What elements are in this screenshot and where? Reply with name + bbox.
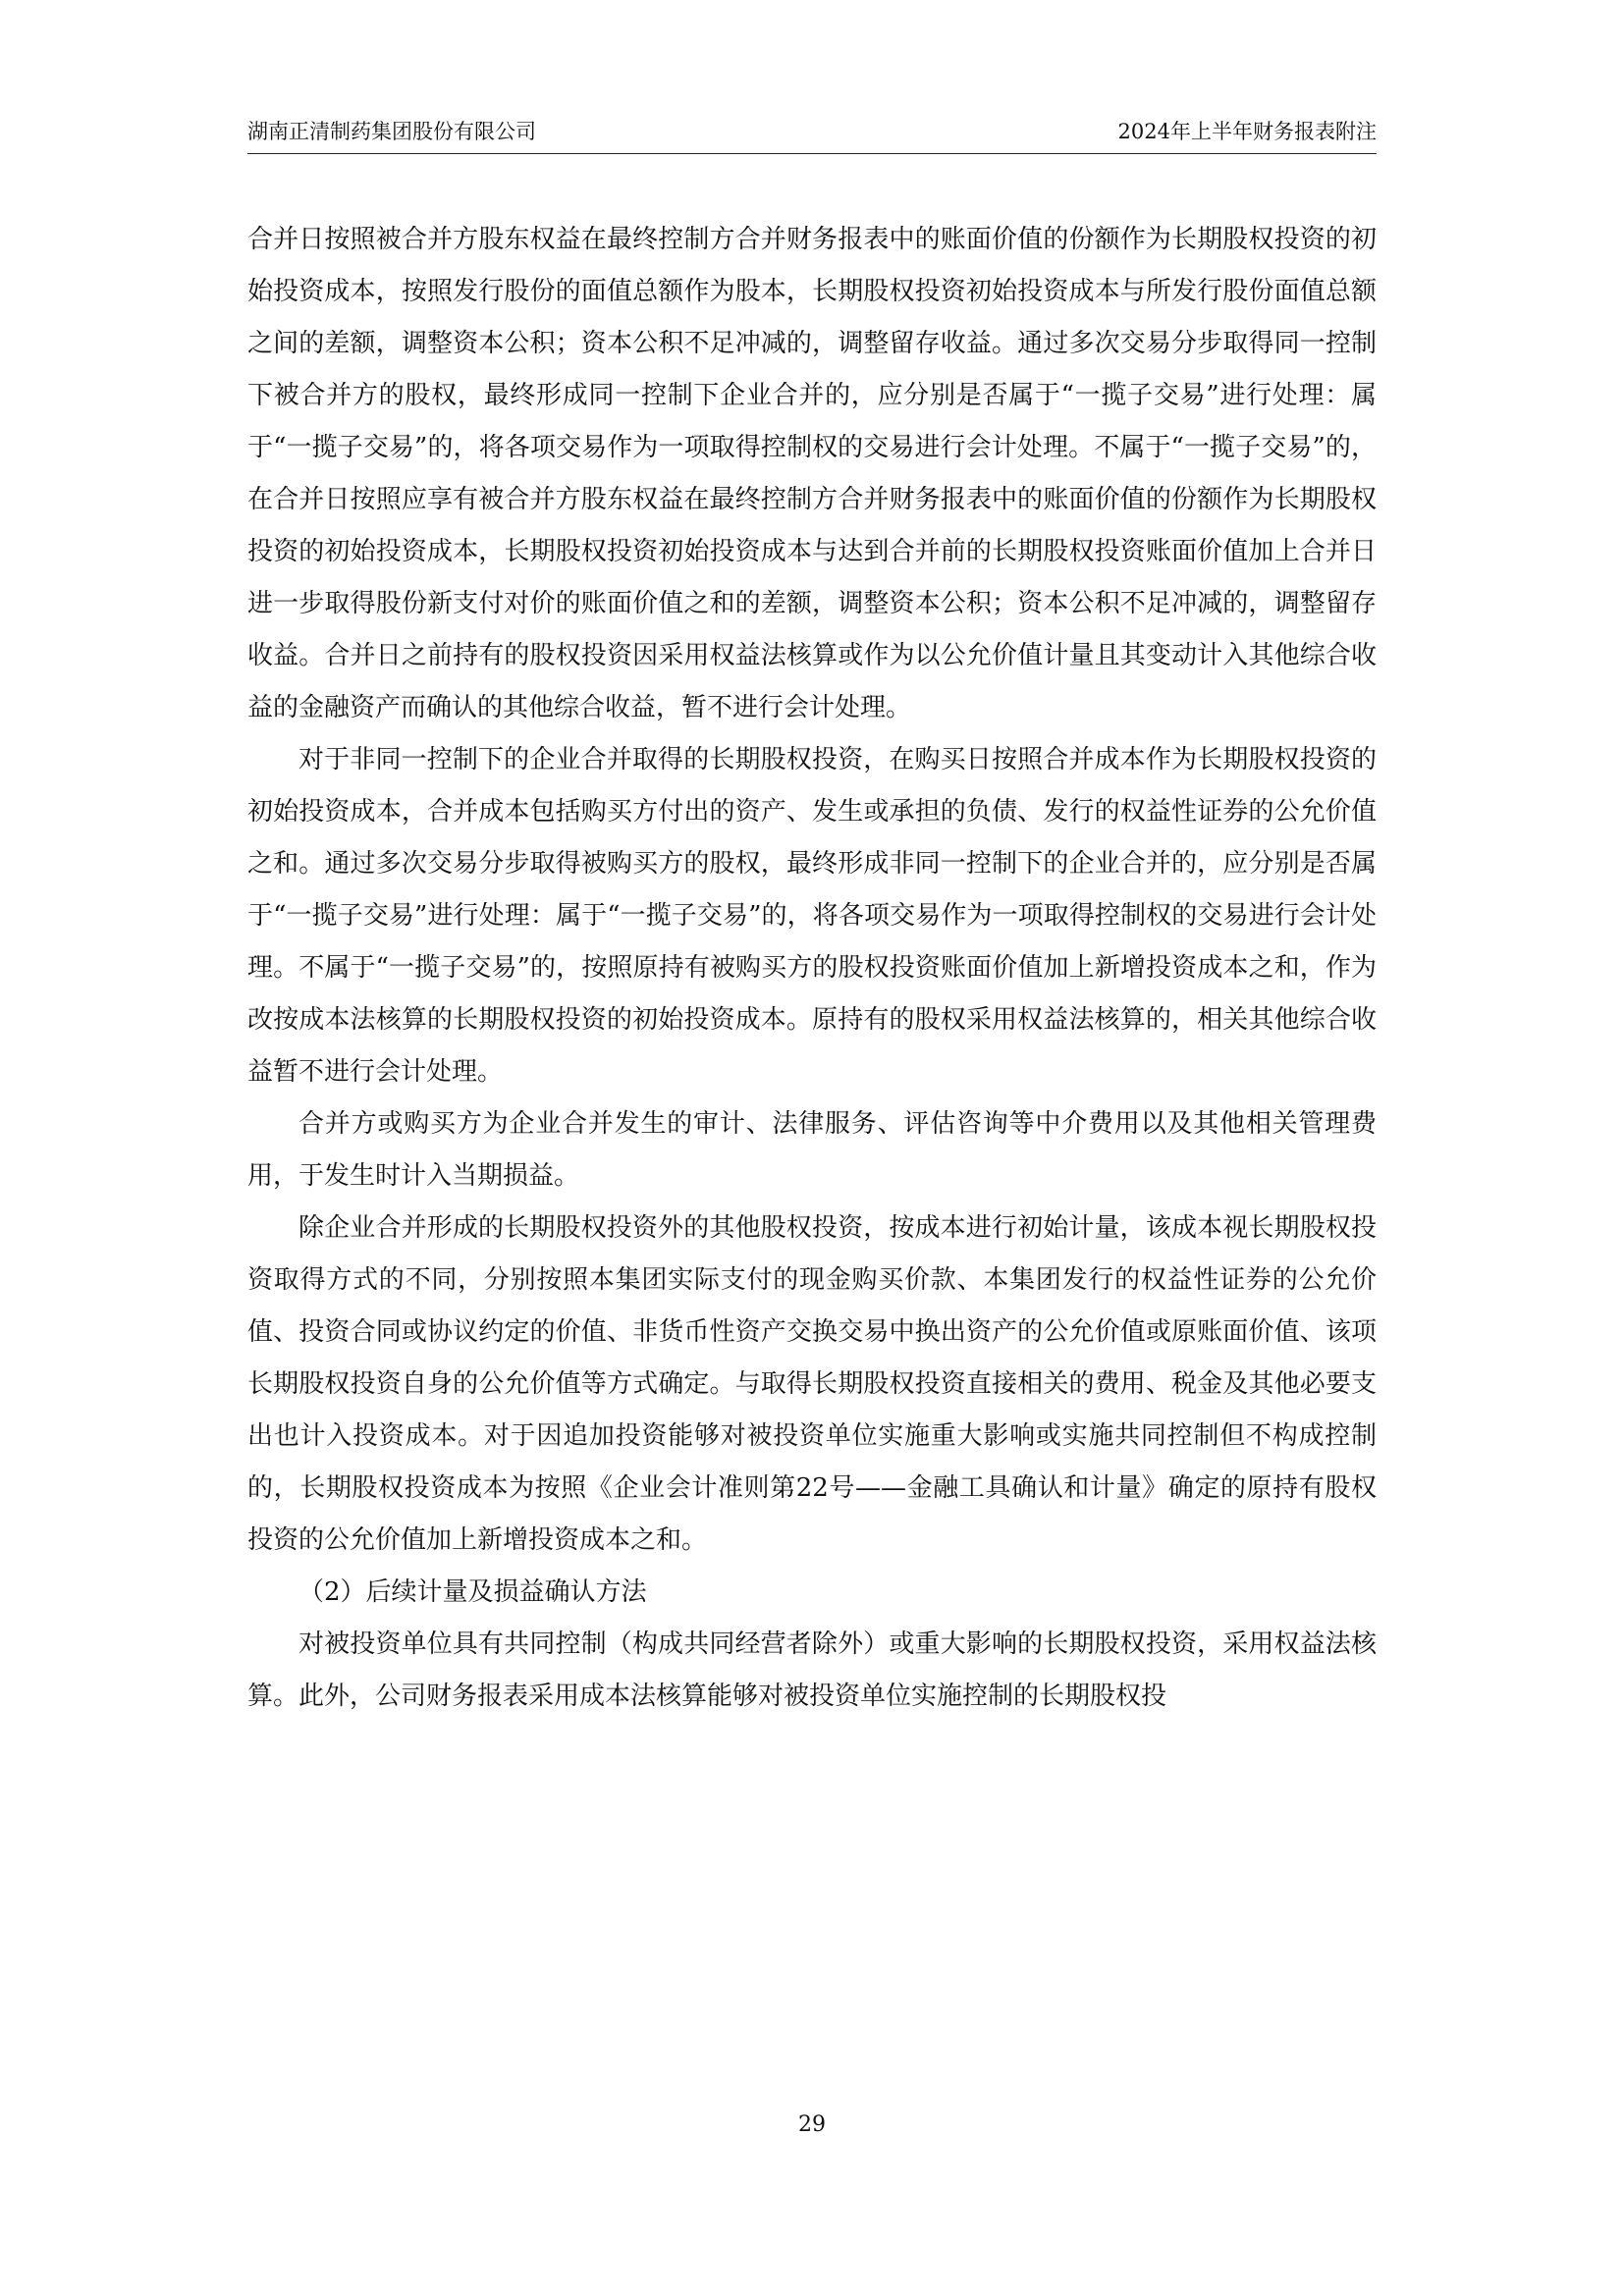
section-heading-subsequent-measurement: （2）后续计量及损益确认方法 [298, 1577, 647, 1607]
header-company-name: 湖南正清制药集团股份有限公司 [247, 120, 536, 143]
document-body [247, 214, 1377, 1723]
paragraph-continuation: 合并日按照被合并方股东权益在最终控制方合并财务报表中的账面价值的份额作为长期股权投资的初始投资成本，按照发行股份的面值总额作为股本，长期股权投资初始投资成本与所发行股份面值总额之间的差额，调整资本公积；资本公积不足冲减的，调整留存收益。通过多次交易分步取得同一控制下被合并方的股权，最终形成同一控制下企业合并的，应分别是否属于“一揽子交易”进行处理：属于“一揽子交易”的，将各项交易作为一项取得控制权的交易进行会计处理。不属于“一揽子交易”的，在合并日按照应享有被合并方股东权益在最终控制方合并财务报表中的账面价值的份额作为长期股权投资的初始投资成本，长期股权投资初始投资成本与达到合并前的长期股权投资账面价值加上合并日进一步取得股份新支付对价的账面价值之和的差额，调整资本公积；资本公积不足冲减的，调整留存收益。合并日之前持有的股权投资因采用权益法核算或作为以公允价值计量且其变动计入其他综合收益的金融资产而确认的其他综合收益，暂不进行会计处理。 [247, 225, 1377, 722]
paragraph-equity-method: 对被投资单位具有共同控制（构成共同经营者除外）或重大影响的长期股权投资，采用权益法核算。此外，公司财务报表采用成本法核算能够对被投资单位实施控制的长期股权投 [247, 1629, 1377, 1711]
page-number: 29 [798, 2112, 826, 2137]
header-report-title: 2024年上半年财务报表附注 [1117, 120, 1377, 143]
paragraph-non-common-control: 对于非同一控制下的企业合并取得的长期股权投资，在购买日按照合并成本作为长期股权投资的初始投资成本，合并成本包括购买方付出的资产、发生或承担的负债、发行的权益性证券的公允价值之和。通过多次交易分步取得被购买方的股权，最终形成非同一控制下的企业合并的，应分别是否属于“一揽子交易”进行处理：属于“一揽子交易”的，将各项交易作为一项取得控制权的交易进行会计处理。不属于“一揽子交易”的，按照原持有被购买方的股权投资账面价值加上新增投资成本之和，作为改按成本法核算的长期股权投资的初始投资成本。原持有的股权采用权益法核算的，相关其他综合收益暂不进行会计处理。 [247, 745, 1377, 1087]
page-header [247, 116, 1377, 155]
paragraph-other-equity-investments: 除企业合并形成的长期股权投资外的其他股权投资，按成本进行初始计量，该成本视长期股权投资取得方式的不同，分别按照本集团实际支付的现金购买价款、本集团发行的权益性证券的公允价值、投资合同或协议约定的价值、非货币性资产交换交易中换出资产的公允价值或原账面价值、该项长期股权投资自身的公允价值等方式确定。与取得长期股权投资直接相关的费用、税金及其他必要支出也计入投资成本。对于因追加投资能够对被投资单位实施重大影响或实施共同控制但不构成控制的，长期股权投资成本为按照《企业会计准则第22号——金融工具确认和计量》确定的原持有股权投资的公允价值加上新增投资成本之和。 [247, 1213, 1377, 1555]
paragraph-merger-expenses: 合并方或购买方为企业合并发生的审计、法律服务、评估咨询等中介费用以及其他相关管理费用，于发生时计入当期损益。 [247, 1109, 1377, 1191]
header-divider [247, 153, 1377, 154]
